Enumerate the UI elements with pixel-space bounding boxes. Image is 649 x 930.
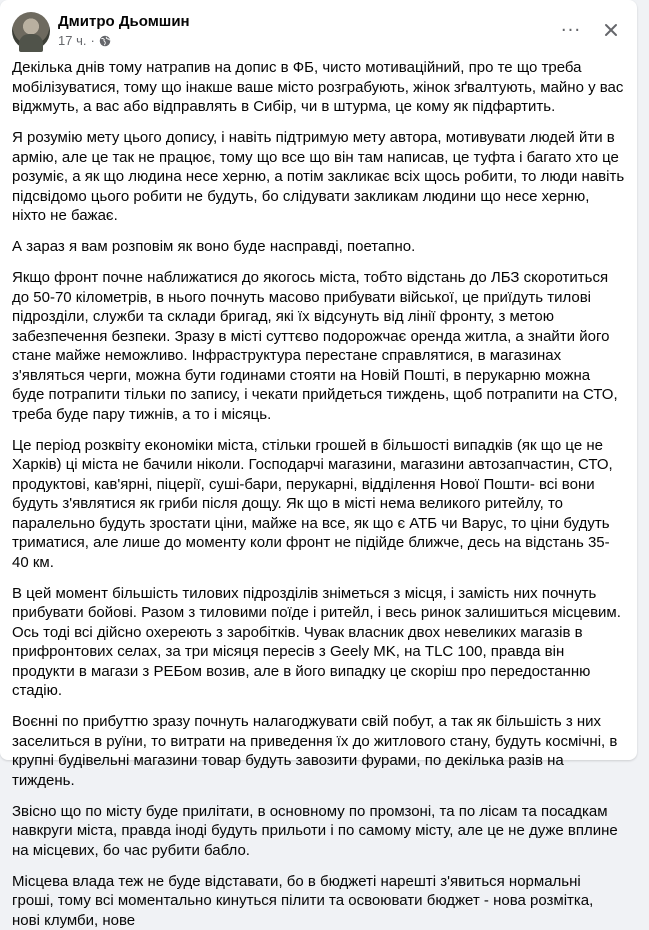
more-options-button[interactable]: ··· — [553, 12, 589, 48]
post-time[interactable]: 17 ч. — [58, 33, 86, 48]
post-header — [0, 0, 637, 58]
avatar-image-shape — [19, 34, 43, 52]
post-paragraph: Це період розквіту економіки міста, стільки грошей в більшості випадків (як що це не Харків) ці міста не бачили ніколи. Господарчі магазини, магазини автозапчастин, СТО, продуктові, кав'ярні, піцерії, суші-бари, перукарні, відділення Нової Пошти- всі вони будуть з'являтися як гриби після дощу. Як що в місті нема великого ритейлу, то паралельно будуть зростати ціни, майже на все, як що є АТБ чи Варус, то ціни будуть триматися, але лише до моменту коли фронт не підійде ближче, десь на відстань 35-40 км. — [12, 436, 625, 573]
avatar[interactable] — [12, 12, 50, 50]
globe-icon — [99, 35, 111, 47]
post-paragraph: Воєнні по прибуттю зразу почнуть налагоджувати свій побут, а так як більшість з них заселиться в руїни, то витрати на приведення їх до житлового стану, будуть космічні, в крупні будівельні магазини товар будуть завозити фурами, по декілька разів на тиждень. — [12, 712, 625, 790]
author-name[interactable]: Дмитро Дьомшин — [58, 13, 190, 30]
post-paragraph: Якщо фронт почне наближатися до якогось міста, тобто відстань до ЛБЗ скоротиться до 50-70 кілометрів, в нього почнуть масово прибувати війської, це приїдуть тилові підрозділи, служби та склади бригад, які їх відсунуть від лінії фронту, з метою забезпечення безпеки. Зразу в місті суттєво подорожчає оренда житла, а знайти його стане майже неможливо. Інфраструктура перестане справлятися, в магазинах з'являться черги, можна бути годинами стояти на Новій Пошті, в перукарню можна буде потрапити тільки по запису, і чекати прийдеться тиждень, щоб потрапити на СТО, треба буде пару тижнів, а то і місяць. — [12, 268, 625, 424]
post-paragraph: В цей момент більшість тилових підрозділів зніметься з місця, і замість них почнуть прибувати бойові. Разом з тиловими поїде і ритейл, і весь ринок залишиться місцевим. Ось тоді всі дійсно охереють з заробітків. Чувак власник двох невеликих магазів в прифронтових селах, за три місяця пересів з Geely MK, на TLC 100, правда він продукти в магази з РЕБом возив, але в його випадку це скоріш про передостанню стадію. — [12, 584, 625, 701]
post-body — [0, 58, 637, 930]
close-button[interactable] — [593, 12, 629, 48]
post-meta — [58, 33, 111, 48]
meta-separator: · — [90, 33, 94, 48]
post-paragraph: Місцева влада теж не буде відставати, бо в бюджеті нарешті з'явиться нормальні гроші, тому всі моментально кинуться пілити та освоювати бюджет - нова розмітка, нові клумби, нове — [12, 872, 625, 930]
post-paragraph: А зараз я вам розповім як воно буде насправді, поетапно. — [12, 237, 625, 257]
close-icon — [604, 23, 618, 37]
post-paragraph: Декілька днів тому натрапив на допис в ФБ, чисто мотиваційний, про те що треба мобілізуватися, тому що інакше ваше місто розграбують, жінок зґвалтують, майно у вас віджмуть, а вас або відправлять в Сибір, чи в штурма, це кому як підфартить. — [12, 58, 625, 117]
post-paragraph: Звісно що по місту буде прилітати, в основному по промзоні, та по лісам та посадкам навкруги міста, правда іноді будуть прильоти і по самому місту, але це не дуже вплине на місцевих, бо час рубити бабло. — [12, 802, 625, 861]
post-paragraph: Я розумію мету цього допису, і навіть підтримую мету автора, мотивувати людей йти в армію, але це так не працює, тому що все що він там написав, це туфта і багато хто це розуміє, а як що людина несе херню, а потім закликає всіх щось робити, то люди навіть підсвідомо цього робити не будуть, бо слідувати закликам людини що несе херню, ніхто не бажає. — [12, 128, 625, 226]
